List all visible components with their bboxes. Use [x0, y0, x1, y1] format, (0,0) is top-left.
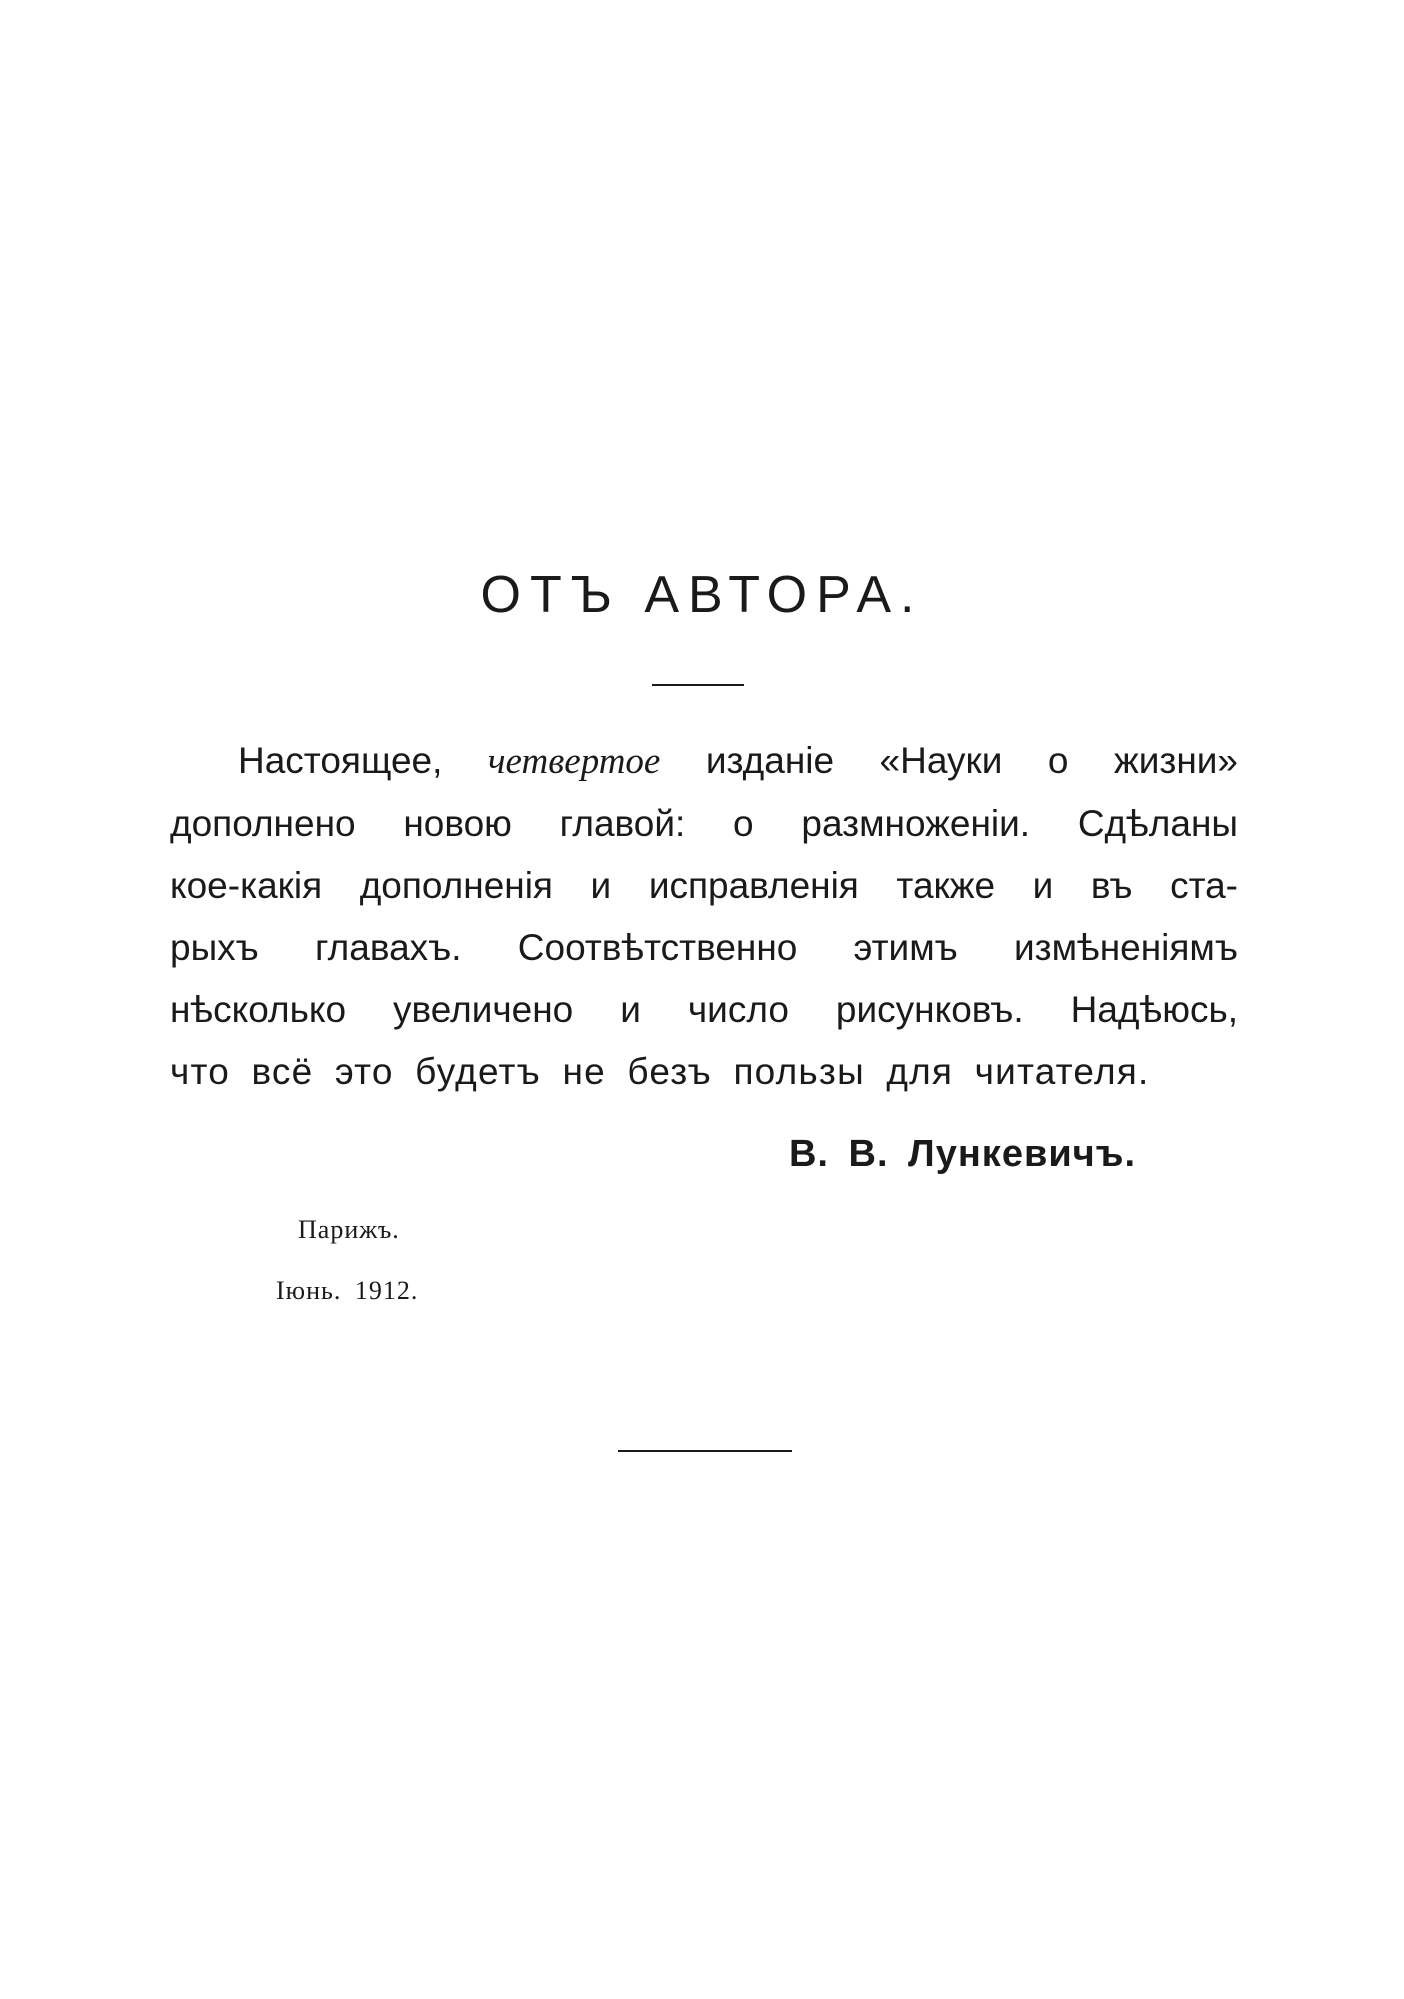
line-1-start: Настоящее, — [238, 740, 488, 781]
paragraph-line-2: дополнено новою главой: о размноженіи. Сдѣланы — [170, 803, 1238, 844]
paragraph-line-5: нѣсколько увеличено и число рисунковъ. Надѣюсь, — [170, 989, 1238, 1030]
date-of-writing: Іюнь. 1912. — [276, 1276, 419, 1305]
closing-divider — [618, 1450, 792, 1452]
paragraph-line-1 — [170, 730, 1238, 793]
line-1-end: изданіе «Науки о жизни» — [660, 740, 1239, 781]
title-divider — [652, 684, 744, 686]
place-of-writing: Парижъ. — [298, 1215, 400, 1244]
paragraph-line-4: рыхъ главахъ. Соотвѣтственно этимъ измѣненіямъ — [170, 927, 1238, 968]
paragraph-line-6: что всё это будетъ не безъ пользы для читателя. — [170, 1051, 1150, 1092]
preface-paragraph — [170, 730, 1238, 1103]
paragraph-line-3: кое-какія дополненія и исправленія также и въ ста- — [170, 865, 1238, 906]
author-signature: В. В. Лункевичъ. — [788, 1133, 1136, 1175]
emphasized-word: четвертое — [487, 741, 661, 782]
page-title: ОТЪ АВТОРА. — [480, 566, 924, 624]
